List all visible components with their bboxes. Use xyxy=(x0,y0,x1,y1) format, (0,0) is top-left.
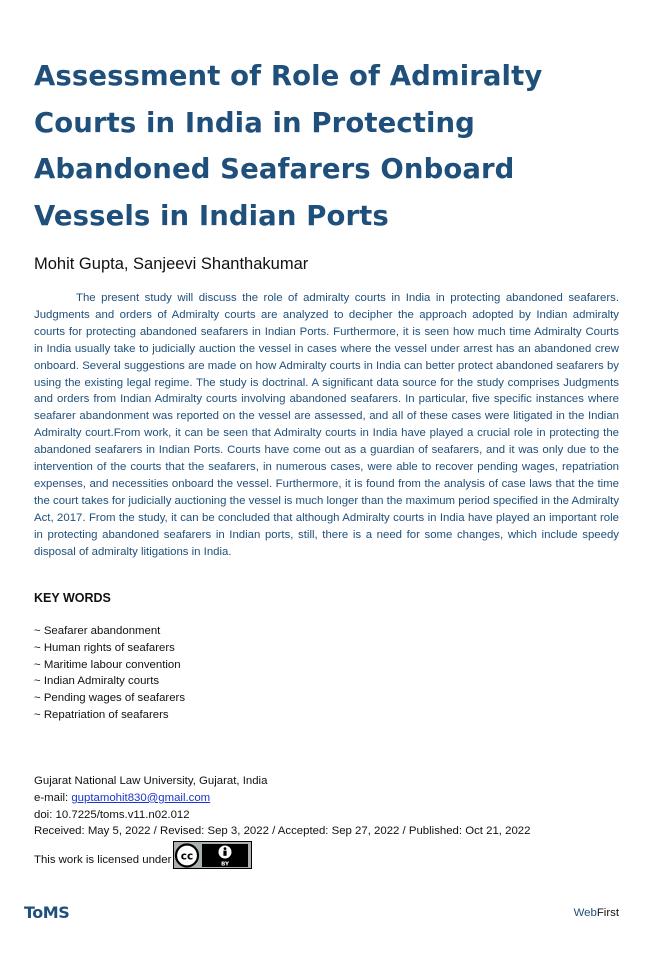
keyword-item: ~ Seafarer abandonment xyxy=(34,623,185,640)
keyword-item: ~ Pending wages of seafarers xyxy=(34,690,185,707)
webfirst-web: Web xyxy=(573,907,597,919)
cc-by-label: BY xyxy=(221,861,230,867)
cc-by-icon xyxy=(174,843,250,868)
authors: Mohit Gupta, Sanjeevi Shanthakumar xyxy=(34,255,309,273)
toms-logo: ToMS xyxy=(24,904,70,918)
webfirst-first: First xyxy=(596,907,619,919)
affiliation: Gujarat National Law University, Gujarat, India xyxy=(34,775,268,787)
keyword-item: ~ Human rights of seafarers xyxy=(34,640,185,657)
keywords-heading: KEY WORDS xyxy=(34,591,111,605)
license-text: This work is licensed under xyxy=(34,854,172,866)
svg-text:cc: cc xyxy=(181,850,194,862)
keyword-item: ~ Indian Admiralty courts xyxy=(34,673,185,690)
paper-title: Assessment of Role of Admiralty Courts in India in Protecting Abandoned Seafarers Onboard Vessels in Indian Ports xyxy=(34,60,543,232)
publication-dates: Received: May 5, 2022 / Revised: Sep 3, 2022 / Accepted: Sep 27, 2022 / Published: Oct 21, 2022 xyxy=(34,825,531,838)
abstract: The present study will discuss the role of admiralty courts in India in protecting abandoned seafarers. Judgments and orders of Admiralty courts are analyzed to decipher the approach adopted by Indian admiralty courts for protecting abandoned seafarers in Indian Ports. Furthermore, it is seen how much time Admiralty Courts in India usually take to judicially auction the vessel in cases where the vessel under arrest has an abandoned crew onboard. Several suggestions are made on how Admiralty courts in India can better protect abandoned seafarers by using the existing legal regime. The study is doctrinal. A significant data source for the study comprises Judgments and orders from Indian Admiralty courts involving abandoned seafarers. In particular, five specific instances where seafarer abandonment was reported on the vessel are assessed, and all of these cases were litigated in the Indian Admiralty court.From work, it can be seen that Admiralty courts in India have played a crucial role in protecting the abandoned seafarers in Indian Ports. Courts have come out as a guardian of seafarers, and it was only due to the intervention of the courts that the seafarers, in numerous cases, were able to recover pending wages, repatriation expenses, and necessities onboard the vessel. Furthermore, it is found from the analysis of case laws that the time the court takes for judicially auctioning the vessel is much longer than the maximum period specified in the Admiralty Act, 2017. From the study, it can be concluded that although Admiralty courts in India have played an important role in protecting abandoned seafarers in Indian ports, still, there is a need for some changes, which include speedy disposal of admiralty litigations in India. xyxy=(34,292,620,558)
webfirst-label xyxy=(574,907,619,919)
article-metadata xyxy=(34,773,530,840)
email-line xyxy=(34,790,530,807)
keyword-item: ~ Maritime labour convention xyxy=(34,657,185,674)
keywords-list xyxy=(34,623,185,724)
email-label: e-mail: xyxy=(34,791,72,804)
email-link[interactable]: guptamohit830@gmail.com xyxy=(71,791,211,804)
license-line xyxy=(34,839,252,869)
doi: doi: 10.7225/toms.v11.n02.012 xyxy=(34,808,190,821)
cc-by-license-badge[interactable] xyxy=(173,841,252,869)
keyword-item: ~ Repatriation of seafarers xyxy=(34,707,185,724)
